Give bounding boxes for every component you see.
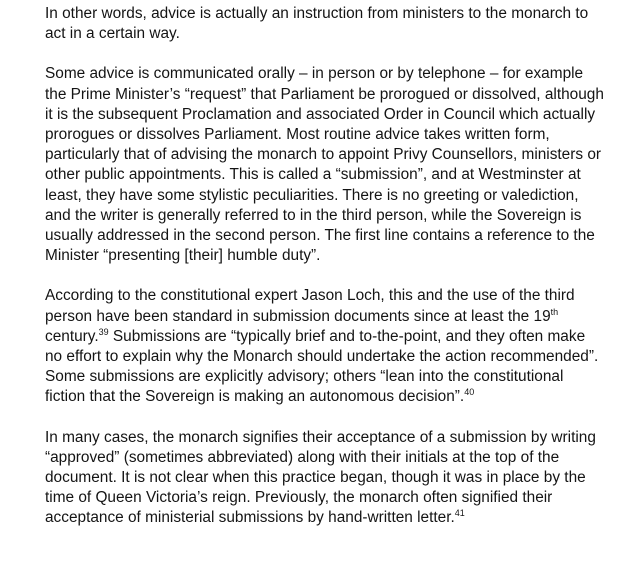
footnote-ref-41[interactable]: 41 — [454, 508, 465, 519]
paragraph-text: Submissions are “typically brief and to-the-point, and they often make no effort to explain why the Monarch should undertake the action recommended”. Some submissions are explicitly advisory; others “lean into the constitutional fiction that the Sovereign is making an autonomous decision”. — [45, 327, 599, 406]
footnote-ref-39[interactable]: 39 — [98, 326, 109, 337]
paragraph-submissions — [45, 64, 605, 266]
paragraph-text: century. — [45, 327, 99, 345]
document-body — [45, 4, 605, 549]
paragraph-text: According to the constitutional expert Jason Loch, this and the use of the third person have been standard in submission documents since at least the 19 — [45, 287, 575, 325]
footnote-ref-40[interactable]: 40 — [464, 387, 475, 398]
paragraph-advice-definition — [45, 4, 605, 44]
paragraph-text: In many cases, the monarch signifies their acceptance of a submission by writing “approved” (sometimes abbreviated) along with their initials at the top of the document. It is not clear when this practice began, though it was in place by the time of Queen Victoria’s reign. Previously, the monarch often signified their acceptance of ministerial submissions by hand-written letter. — [45, 428, 596, 527]
paragraph-jason-loch — [45, 286, 605, 407]
paragraph-text: Some advice is communicated orally – in person or by telephone – for example the Prime Minister’s “request” that Parliament be prorogued or dissolved, although it is the subsequent Proclamation and associated Order in Council which actually prorogues or dissolves Parliament. Most routine advice takes written form, particularly that of advising the monarch to appoint Privy Counsellors, ministers or other public appointments. This is called a “submission”, and at Westminster at least, they have some stylistic peculiarities. There is no greeting or valediction, and the writer is generally referred to in the third person, while the Sovereign is usually addressed in the second person. The first line contains a reference to the Minister “presenting [their] humble duty”. — [45, 65, 604, 265]
paragraph-approval — [45, 428, 605, 529]
paragraph-text: In other words, advice is actually an instruction from ministers to the monarch to act in a certain way. — [45, 5, 589, 43]
ordinal-suffix: th — [550, 306, 559, 317]
